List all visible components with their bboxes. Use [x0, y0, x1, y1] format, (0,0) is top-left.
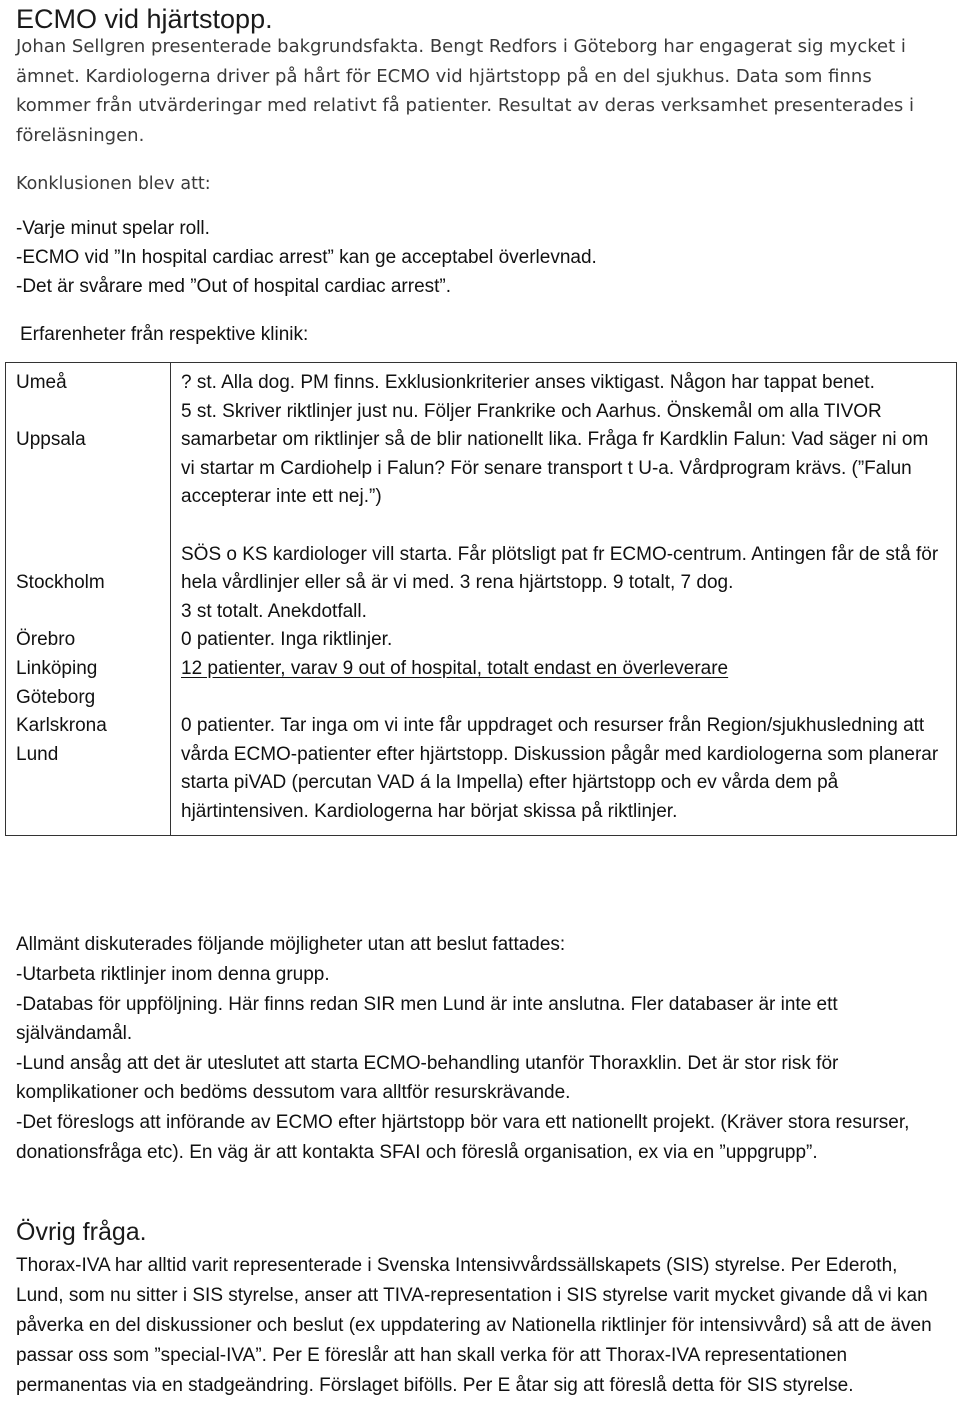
clinic-name: Lund [16, 743, 59, 765]
conclusion-item: -Det är svårare med ”Out of hospital cardiac arrest”. [16, 276, 452, 297]
clinic-names-cell [6, 363, 171, 836]
experience-label: Erfarenheter från respektive klinik: [20, 324, 309, 345]
note-orebro: 3 st totalt. Anekdotfall. [181, 600, 367, 622]
conclusion-item: -Varje minut spelar roll. [16, 218, 210, 239]
clinic-name: Örebro [16, 629, 76, 651]
note-umea: ? st. Alla dog. PM finns. Exklusionkriterier anses viktigast. Någon har tappat benet. [181, 372, 875, 393]
page-title: ECMO vid hjärtstopp. [16, 4, 273, 34]
conclusion-list [16, 214, 597, 301]
other-question-heading: Övrig fråga. [16, 1218, 147, 1246]
clinic-table [5, 362, 957, 836]
intro-paragraph: Johan Sellgren presenterade bakgrundsfakta. Bengt Redfors i Göteborg har engagerat sig mycket i ämnet. Kardiologerna driver på hårt för ECMO vid hjärtstopp på en del sjukhus. Data som finns kommer från utvärderingar med relativt få patienter. Resultat av deras verksamhet presenterades i föreläsningen. [16, 36, 914, 146]
clinic-name: Uppsala [16, 429, 86, 451]
conclusion-label: Konklusionen blev att: [16, 174, 211, 194]
note-lund: 0 patienter. Tar inga om vi inte får uppdraget och resurser från Region/sjukhusledning att vårda ECMO-patienter efter hjärtstopp. Diskussion pågår med kardiologerna som planerar starta piVAD (percutan VAD á la Impella) efter hjärtstopp och ev vårda dem på hjärtintensiven. Kardiologerna har börjat skissa på riktlinjer. [181, 715, 939, 822]
clinic-notes-cell [171, 363, 957, 836]
note-uppsala: 5 st. Skriver riktlinjer just nu. Följer Frankrike och Aarhus. Önskemål om alla TIVOR samarbetar om riktlinjer så de blir nationellt lika. Fråga fr Kardklin Falun: Vad säger ni om vi startar m Cardiohelp i Falun? För senare transport t U-a. Vårdprogram krävs. (”Falun accepterar inte ett nej.”) [181, 400, 929, 508]
other-question-paragraph: Thorax-IVA har alltid varit representerade i Svenska Intensivvårdssällskapets (SIS) styrelse. Per Ederoth, Lund, som nu sitter i SIS styrelse, anser att TIVA-representation i SIS styrelse varit mycket givande då vi kan påverka en del diskussioner och beslut (ex uppdatering av Nationella riktlinjer för intensivvård) så att de även passar oss som ”special-IVA”. Per E föreslår att han skall verka för att Thorax-IVA representationen permanentas via en stadgeändring. Förslaget bifölls. Per E åtar sig att föreslå detta för SIS styrelse. [16, 1255, 932, 1396]
discussion-item: -Det föreslogs att införande av ECMO efter hjärtstopp bör vara ett nationellt projekt. (Kräver stora resurser, donationsfråga etc). En väg är att kontakta SFAI och föreslå organisation, ex via en ”uppgrupp”. [16, 1111, 910, 1163]
discussion-item: -Lund ansåg att det är uteslutet att starta ECMO-behandling utanför Thoraxklin. Det är stor risk för komplikationer och bedöms dessutom vara alltför resurskrävande. [16, 1052, 839, 1104]
discussion-item: -Utarbeta riktlinjer inom denna grupp. [16, 964, 330, 985]
clinic-name: Umeå [16, 372, 67, 393]
clinic-name: Göteborg [16, 686, 96, 708]
discussion-label: Allmänt diskuterades följande möjligheter utan att beslut fattades: [16, 934, 566, 955]
clinic-name: Stockholm [16, 572, 105, 594]
clinic-name: Karlskrona [16, 715, 107, 737]
discussion-list [16, 960, 946, 1167]
note-linkoping: 0 patienter. Inga riktlinjer. [181, 629, 393, 651]
table-row [6, 363, 957, 836]
discussion-item: -Databas för uppföljning. Här finns redan SIR men Lund är inte anslutna. Fler databaser är inte ett självändamål. [16, 993, 838, 1045]
note-goteborg: 12 patienter, varav 9 out of hospital, totalt endast en överleverare [181, 657, 729, 679]
conclusion-item: -ECMO vid ”In hospital cardiac arrest” kan ge acceptabel överlevnad. [16, 247, 597, 268]
clinic-name: Linköping [16, 657, 98, 679]
note-stockholm: SÖS o KS kardiologer vill starta. Får plötsligt pat fr ECMO-centrum. Antingen får de stå för hela vårdlinjer eller så är vi med. 3 rena hjärtstopp. 9 totalt, 7 dog. [181, 543, 939, 594]
